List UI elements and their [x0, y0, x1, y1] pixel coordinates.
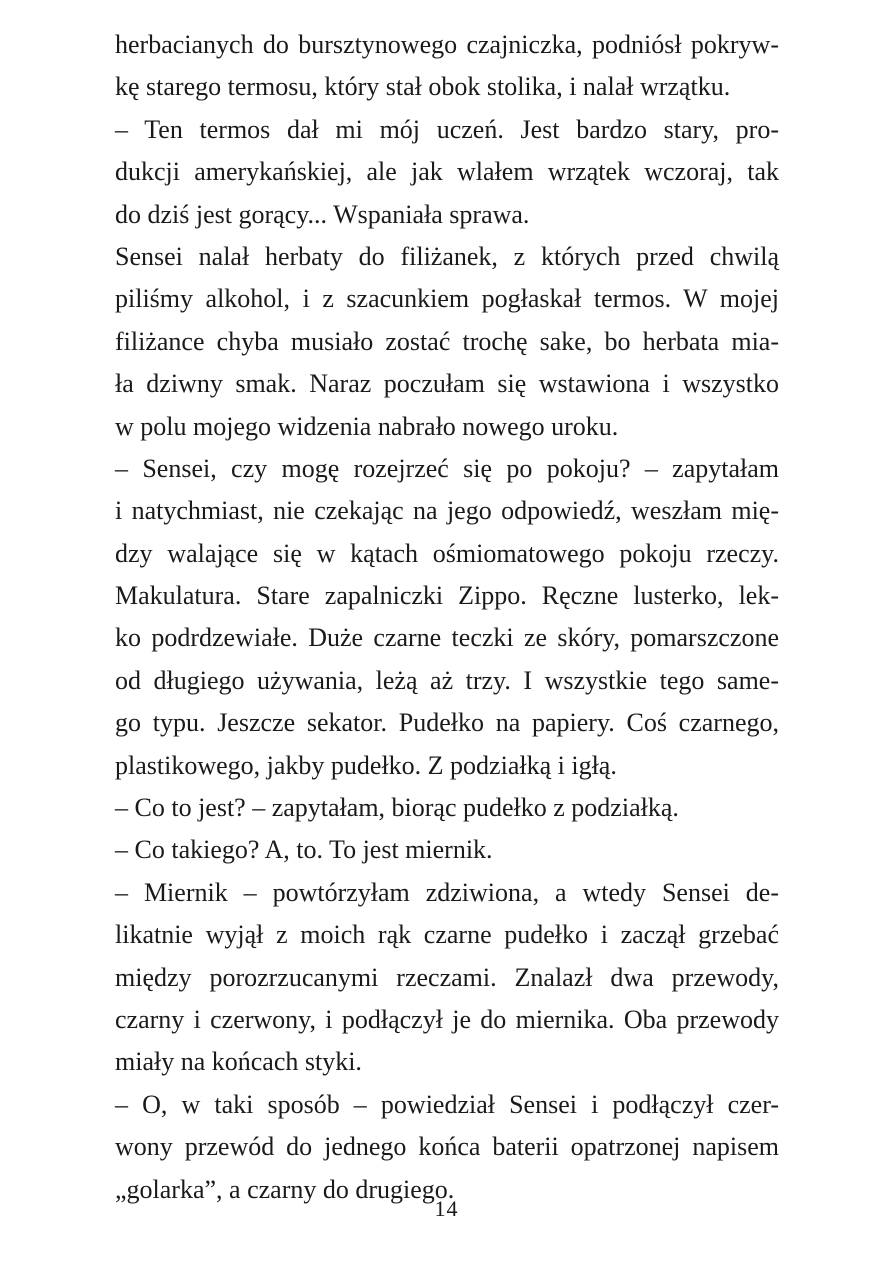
- text-line: i natychmiast, nie czekając na jego odpowiedź, weszłam mię-: [115, 496, 779, 526]
- text-line: ła dziwny smak. Naraz poczułam się wstawiona i wszystko: [115, 369, 779, 399]
- text-line: – Co to jest? – zapytałam, biorąc pudełko z podziałką.: [115, 793, 679, 823]
- text-line: plastikowego, jakby pudełko. Z podziałką i igłą.: [115, 750, 617, 780]
- text-line: kę starego termosu, który stał obok stolika, i nalał wrzątku.: [115, 72, 731, 102]
- text-line: do dziś jest gorący... Wspaniała sprawa.: [115, 199, 530, 229]
- text-line: „golarka”, a czarny do drugiego.: [115, 1174, 455, 1204]
- text-line: – Miernik – powtórzyłam zdziwiona, a wtedy Sensei de-: [115, 877, 779, 907]
- text-line: ko podrdzewiałe. Duże czarne teczki ze skóry, pomarszczone: [115, 623, 779, 653]
- text-line: filiżance chyba musiało zostać trochę sake, bo herbata mia-: [115, 326, 779, 356]
- text-line: wony przewód do jednego końca baterii opatrzonej napisem: [115, 1132, 779, 1162]
- text-line: herbacianych do bursztynowego czajniczka, podniósł pokryw-: [115, 30, 779, 59]
- text-line: – Sensei, czy mogę rozejrzeć się po pokoju? – zapytałam: [115, 453, 779, 483]
- text-line: go typu. Jeszcze sekator. Pudełko na papiery. Coś czarnego,: [115, 708, 779, 738]
- text-line: Sensei nalał herbaty do filiżanek, z których przed chwilą: [115, 241, 779, 271]
- page-body: [115, 24, 779, 1211]
- text-line: dzy walające się w kątach ośmiomatowego pokoju rzeczy.: [115, 538, 779, 568]
- text-line: – Co takiego? A, to. To jest miernik.: [115, 835, 493, 865]
- text-line: likatnie wyjął z moich rąk czarne pudełko i zaczął grzebać: [115, 920, 779, 950]
- text-line: między porozrzucanymi rzeczami. Znalazł dwa przewody,: [115, 962, 779, 992]
- text-line: dukcji amerykańskiej, ale jak wlałem wrzątek wczoraj, tak: [115, 157, 779, 187]
- page-number: 14: [434, 1196, 459, 1221]
- text-line: w polu mojego widzenia nabrało nowego uroku.: [115, 411, 619, 441]
- text-line: czarny i czerwony, i podłączył je do miernika. Oba przewody: [115, 1004, 779, 1034]
- text-line: – Ten termos dał mi mój uczeń. Jest bardzo stary, pro-: [115, 114, 779, 144]
- text-line: – O, w taki sposób – powiedział Sensei i podłączył czer-: [115, 1089, 779, 1119]
- text-line: Makulatura. Stare zapalniczki Zippo. Ręczne lusterko, lek-: [115, 581, 779, 611]
- text-line: od długiego używania, leżą aż trzy. I wszystkie tego same-: [115, 665, 779, 695]
- text-line: miały na końcach styki.: [115, 1047, 362, 1077]
- text-line: piliśmy alkohol, i z szacunkiem pogłaskał termos. W mojej: [115, 284, 779, 314]
